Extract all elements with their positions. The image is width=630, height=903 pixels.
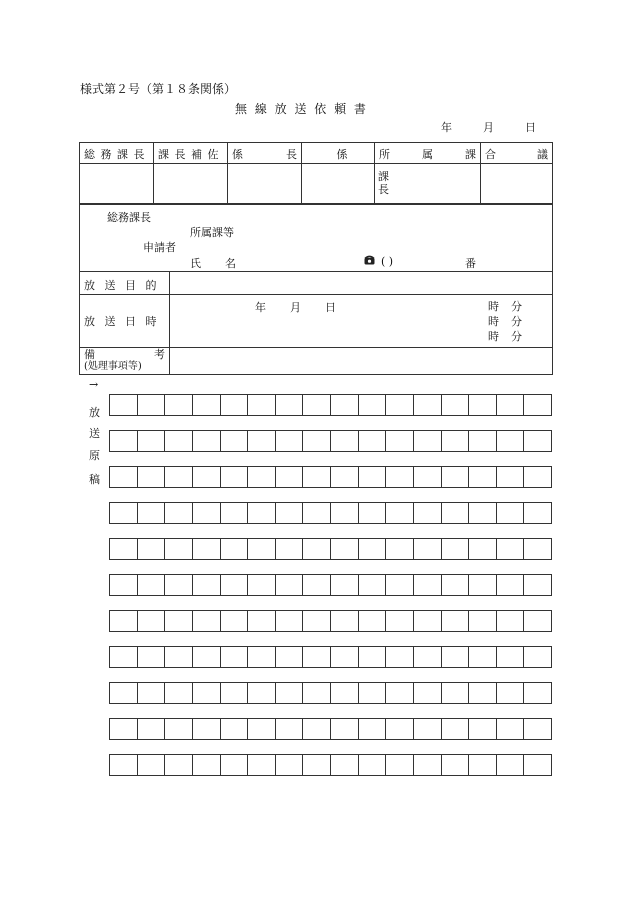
- manuscript-cell[interactable]: [110, 755, 138, 775]
- name-label: 氏 名: [190, 257, 236, 270]
- date-line: [441, 119, 536, 135]
- manuscript-cell[interactable]: [331, 539, 359, 559]
- manuscript-cell[interactable]: [524, 539, 551, 559]
- manuscript-row: [109, 646, 552, 668]
- manuscript-cell[interactable]: [221, 539, 249, 559]
- manuscript-cell[interactable]: [303, 683, 331, 703]
- applicant-block: [80, 205, 553, 272]
- manuscript-cell[interactable]: [221, 503, 249, 523]
- seal-assistant-manager[interactable]: [154, 164, 228, 204]
- manuscript-row: [109, 574, 552, 596]
- manuscript-cell[interactable]: [110, 503, 138, 523]
- manuscript-cell[interactable]: [442, 539, 470, 559]
- form-id: 様式第２号（第１８条関係）: [80, 82, 237, 96]
- manuscript-cell[interactable]: [193, 611, 221, 631]
- manuscript-cell[interactable]: [442, 467, 470, 487]
- manuscript-cell[interactable]: [276, 467, 304, 487]
- manuscript-cell[interactable]: [165, 575, 193, 595]
- manuscript-cell[interactable]: [386, 539, 414, 559]
- manuscript-cell[interactable]: [276, 395, 304, 415]
- manuscript-cell[interactable]: [442, 395, 470, 415]
- manuscript-cell[interactable]: [165, 431, 193, 451]
- manuscript-cell[interactable]: [303, 467, 331, 487]
- manuscript-cell[interactable]: [386, 503, 414, 523]
- manuscript-cell[interactable]: [276, 755, 304, 775]
- manuscript-cell[interactable]: [138, 755, 166, 775]
- manuscript-cell[interactable]: [303, 719, 331, 739]
- manuscript-label-char: 原: [89, 449, 100, 462]
- manuscript-cell[interactable]: [469, 395, 497, 415]
- manuscript-cell[interactable]: [165, 611, 193, 631]
- time-slot: 時 分: [488, 330, 522, 343]
- manuscript-cell[interactable]: [138, 683, 166, 703]
- manuscript-cell[interactable]: [386, 719, 414, 739]
- manuscript-cell[interactable]: [303, 431, 331, 451]
- manuscript-cell[interactable]: [469, 683, 497, 703]
- manuscript-cell[interactable]: [276, 719, 304, 739]
- manuscript-cell[interactable]: [165, 395, 193, 415]
- manuscript-cell[interactable]: [165, 503, 193, 523]
- manuscript-cell[interactable]: [414, 431, 442, 451]
- manuscript-cell[interactable]: [359, 431, 387, 451]
- manuscript-cell[interactable]: [497, 503, 525, 523]
- manuscript-cell[interactable]: [359, 611, 387, 631]
- manuscript-cell[interactable]: [110, 467, 138, 487]
- manuscript-cell[interactable]: [193, 503, 221, 523]
- manuscript-cell[interactable]: [248, 467, 276, 487]
- manuscript-cell[interactable]: [221, 683, 249, 703]
- manuscript-cell[interactable]: [165, 539, 193, 559]
- manuscript-cell[interactable]: [442, 719, 470, 739]
- time-slot: 時 分: [488, 315, 522, 328]
- year-label: 年: [441, 121, 452, 134]
- manuscript-label-char: 稿: [89, 473, 100, 486]
- manuscript-cell[interactable]: [110, 647, 138, 667]
- manuscript-cell[interactable]: [193, 575, 221, 595]
- manuscript-cell[interactable]: [248, 755, 276, 775]
- manuscript-cell[interactable]: [497, 467, 525, 487]
- day-label: 日: [525, 121, 536, 134]
- manuscript-cell[interactable]: [469, 611, 497, 631]
- manuscript-cell[interactable]: [524, 683, 551, 703]
- manuscript-cell[interactable]: [248, 719, 276, 739]
- manuscript-cell[interactable]: [221, 611, 249, 631]
- manuscript-cell[interactable]: [110, 683, 138, 703]
- manuscript-cell[interactable]: [469, 575, 497, 595]
- manuscript-cell[interactable]: [165, 719, 193, 739]
- manuscript-cell[interactable]: [331, 503, 359, 523]
- manuscript-cell[interactable]: [414, 719, 442, 739]
- manuscript-cell[interactable]: [497, 431, 525, 451]
- manuscript-row: [109, 502, 552, 524]
- manuscript-cell[interactable]: [221, 431, 249, 451]
- purpose-field[interactable]: [170, 272, 553, 295]
- seal-department-chief[interactable]: 課 長: [375, 164, 481, 204]
- manuscript-cell[interactable]: [442, 431, 470, 451]
- header-staff: 係: [302, 143, 375, 164]
- manuscript-cell[interactable]: [414, 611, 442, 631]
- manuscript-cell[interactable]: [248, 431, 276, 451]
- manuscript-cell[interactable]: [331, 467, 359, 487]
- manuscript-cell[interactable]: [221, 647, 249, 667]
- manuscript-cell[interactable]: [165, 755, 193, 775]
- manuscript-cell[interactable]: [138, 647, 166, 667]
- manuscript-cell[interactable]: [193, 467, 221, 487]
- manuscript-row: [109, 430, 552, 452]
- manuscript-cell[interactable]: [110, 575, 138, 595]
- manuscript-cell[interactable]: [221, 575, 249, 595]
- approval-table: [79, 142, 553, 204]
- manuscript-cell[interactable]: [442, 503, 470, 523]
- manuscript-row: [109, 682, 552, 704]
- purpose-label: 放 送 目 的: [80, 272, 170, 295]
- manuscript-cell[interactable]: [331, 611, 359, 631]
- manuscript-cell[interactable]: [524, 611, 551, 631]
- manuscript-cell[interactable]: [386, 611, 414, 631]
- header-section-head: 係 長: [228, 143, 302, 164]
- remarks-field[interactable]: [170, 348, 553, 375]
- manuscript-cell[interactable]: [248, 647, 276, 667]
- page-title: 無 線 放 送 依 頼 書: [235, 102, 368, 116]
- manuscript-cell[interactable]: [524, 431, 551, 451]
- manuscript-cell[interactable]: [276, 647, 304, 667]
- manuscript-cell[interactable]: [359, 683, 387, 703]
- manuscript-cell[interactable]: [110, 395, 138, 415]
- manuscript-cell[interactable]: [359, 539, 387, 559]
- manuscript-cell[interactable]: [524, 647, 551, 667]
- manuscript-row: [109, 466, 552, 488]
- manuscript-cell[interactable]: [165, 647, 193, 667]
- manuscript-cell[interactable]: [414, 683, 442, 703]
- broadcast-date: 年 月 日: [255, 301, 336, 314]
- info-table: [79, 204, 553, 375]
- manuscript-cell[interactable]: [497, 647, 525, 667]
- manuscript-cell[interactable]: [331, 647, 359, 667]
- manuscript-cell[interactable]: [248, 611, 276, 631]
- manuscript-cell[interactable]: [359, 395, 387, 415]
- manuscript-cell[interactable]: [303, 503, 331, 523]
- phone-field[interactable]: ( ): [381, 255, 394, 268]
- manuscript-cell[interactable]: [331, 683, 359, 703]
- manuscript-cell[interactable]: [331, 395, 359, 415]
- remarks-label: 備 考 (処理事項等): [80, 348, 170, 375]
- manuscript-cell[interactable]: [469, 755, 497, 775]
- manuscript-cell[interactable]: [248, 683, 276, 703]
- time-slot: 時 分: [488, 300, 522, 313]
- manuscript-cell[interactable]: [138, 575, 166, 595]
- seal-consultation[interactable]: [481, 164, 553, 204]
- seal-staff[interactable]: [302, 164, 375, 204]
- manuscript-cell[interactable]: [386, 575, 414, 595]
- manuscript-cell[interactable]: [469, 539, 497, 559]
- manuscript-cell[interactable]: [359, 755, 387, 775]
- direction-arrow: →: [89, 378, 99, 391]
- manuscript-cell[interactable]: [331, 719, 359, 739]
- manuscript-cell[interactable]: [442, 647, 470, 667]
- manuscript-cell[interactable]: [469, 647, 497, 667]
- manuscript-cell[interactable]: [469, 431, 497, 451]
- manuscript-cell[interactable]: [524, 467, 551, 487]
- manuscript-cell[interactable]: [469, 719, 497, 739]
- manuscript-cell[interactable]: [276, 575, 304, 595]
- manuscript-cell[interactable]: [276, 683, 304, 703]
- manuscript-cell[interactable]: [193, 719, 221, 739]
- manuscript-cell[interactable]: [276, 611, 304, 631]
- manuscript-cell[interactable]: [359, 647, 387, 667]
- manuscript-cell[interactable]: [248, 503, 276, 523]
- manuscript-cell[interactable]: [248, 539, 276, 559]
- manuscript-cell[interactable]: [221, 755, 249, 775]
- manuscript-cell[interactable]: [442, 683, 470, 703]
- manuscript-cell[interactable]: [414, 647, 442, 667]
- manuscript-cell[interactable]: [524, 503, 551, 523]
- manuscript-cell[interactable]: [138, 467, 166, 487]
- manuscript-cell[interactable]: [331, 431, 359, 451]
- manuscript-cell[interactable]: [193, 647, 221, 667]
- manuscript-cell[interactable]: [165, 467, 193, 487]
- manuscript-cell[interactable]: [331, 575, 359, 595]
- manuscript-cell[interactable]: [138, 539, 166, 559]
- manuscript-cell[interactable]: [386, 683, 414, 703]
- manuscript-cell[interactable]: [248, 395, 276, 415]
- manuscript-row: [109, 394, 552, 416]
- department-label: 所属課等: [190, 226, 234, 239]
- manuscript-cell[interactable]: [469, 503, 497, 523]
- manuscript-cell[interactable]: [193, 395, 221, 415]
- manuscript-cell[interactable]: [386, 755, 414, 775]
- header-assistant-manager: 課 長 補 佐: [154, 143, 228, 164]
- manuscript-cell[interactable]: [110, 431, 138, 451]
- manuscript-cell[interactable]: [442, 755, 470, 775]
- manuscript-cell[interactable]: [193, 539, 221, 559]
- manuscript-cell[interactable]: [221, 467, 249, 487]
- applicant-label: 申請者: [143, 241, 176, 254]
- header-general-manager: 総 務 課 長: [80, 143, 154, 164]
- manuscript-cell[interactable]: [524, 575, 551, 595]
- manuscript-cell[interactable]: [497, 755, 525, 775]
- manuscript-cell[interactable]: [303, 755, 331, 775]
- manuscript-cell[interactable]: [414, 575, 442, 595]
- manuscript-cell[interactable]: [497, 611, 525, 631]
- manuscript-cell[interactable]: [303, 575, 331, 595]
- header-consultation: 合 議: [481, 143, 553, 164]
- manuscript-cell[interactable]: [303, 647, 331, 667]
- manuscript-cell[interactable]: [386, 647, 414, 667]
- manuscript-cell[interactable]: [110, 539, 138, 559]
- manuscript-cell[interactable]: [497, 395, 525, 415]
- addressee-label: 総務課長: [107, 211, 151, 224]
- manuscript-cell[interactable]: [442, 575, 470, 595]
- manuscript-cell[interactable]: [303, 539, 331, 559]
- time-slots: [488, 299, 522, 344]
- manuscript-cell[interactable]: [193, 683, 221, 703]
- manuscript-cell[interactable]: [110, 719, 138, 739]
- seal-general-manager[interactable]: [80, 164, 154, 204]
- manuscript-grid[interactable]: [109, 394, 552, 775]
- manuscript-cell[interactable]: [359, 575, 387, 595]
- manuscript-cell[interactable]: [138, 611, 166, 631]
- manuscript-cell[interactable]: [414, 503, 442, 523]
- manuscript-cell[interactable]: [386, 395, 414, 415]
- manuscript-cell[interactable]: [524, 395, 551, 415]
- manuscript-cell[interactable]: [303, 611, 331, 631]
- manuscript-cell[interactable]: [138, 719, 166, 739]
- manuscript-cell[interactable]: [414, 467, 442, 487]
- manuscript-row: [109, 610, 552, 632]
- manuscript-cell[interactable]: [497, 719, 525, 739]
- manuscript-cell[interactable]: [414, 755, 442, 775]
- manuscript-cell[interactable]: [524, 755, 551, 775]
- manuscript-cell[interactable]: [497, 683, 525, 703]
- extension-label: 番: [465, 257, 476, 270]
- manuscript-cell[interactable]: [193, 431, 221, 451]
- month-label: 月: [483, 121, 494, 134]
- manuscript-cell[interactable]: [331, 755, 359, 775]
- manuscript-cell[interactable]: [248, 575, 276, 595]
- manuscript-cell[interactable]: [276, 431, 304, 451]
- manuscript-cell[interactable]: [497, 575, 525, 595]
- manuscript-cell[interactable]: [359, 467, 387, 487]
- manuscript-cell[interactable]: [221, 719, 249, 739]
- manuscript-cell[interactable]: [469, 467, 497, 487]
- phone-icon: [364, 255, 378, 268]
- manuscript-cell[interactable]: [193, 755, 221, 775]
- manuscript-label-char: 送: [89, 427, 100, 440]
- seal-section-head[interactable]: [228, 164, 302, 204]
- manuscript-cell[interactable]: [442, 611, 470, 631]
- manuscript-row: [109, 718, 552, 740]
- manuscript-cell[interactable]: [303, 395, 331, 415]
- manuscript-cell[interactable]: [414, 539, 442, 559]
- manuscript-row: [109, 754, 552, 776]
- datetime-label: 放 送 日 時: [80, 295, 170, 348]
- manuscript-cell[interactable]: [524, 719, 551, 739]
- manuscript-cell[interactable]: [138, 503, 166, 523]
- manuscript-cell[interactable]: [414, 395, 442, 415]
- manuscript-cell[interactable]: [276, 539, 304, 559]
- manuscript-cell[interactable]: [276, 503, 304, 523]
- manuscript-row: [109, 538, 552, 560]
- manuscript-cell[interactable]: [386, 431, 414, 451]
- manuscript-cell[interactable]: [138, 431, 166, 451]
- manuscript-cell[interactable]: [138, 395, 166, 415]
- manuscript-cell[interactable]: [221, 395, 249, 415]
- header-department: 所 属 課: [375, 143, 481, 164]
- manuscript-label-char: 放: [89, 406, 100, 419]
- manuscript-cell[interactable]: [497, 539, 525, 559]
- manuscript-cell[interactable]: [359, 719, 387, 739]
- manuscript-cell[interactable]: [359, 503, 387, 523]
- manuscript-cell[interactable]: [165, 683, 193, 703]
- datetime-field[interactable]: [170, 295, 553, 348]
- manuscript-cell[interactable]: [110, 611, 138, 631]
- manuscript-cell[interactable]: [386, 467, 414, 487]
